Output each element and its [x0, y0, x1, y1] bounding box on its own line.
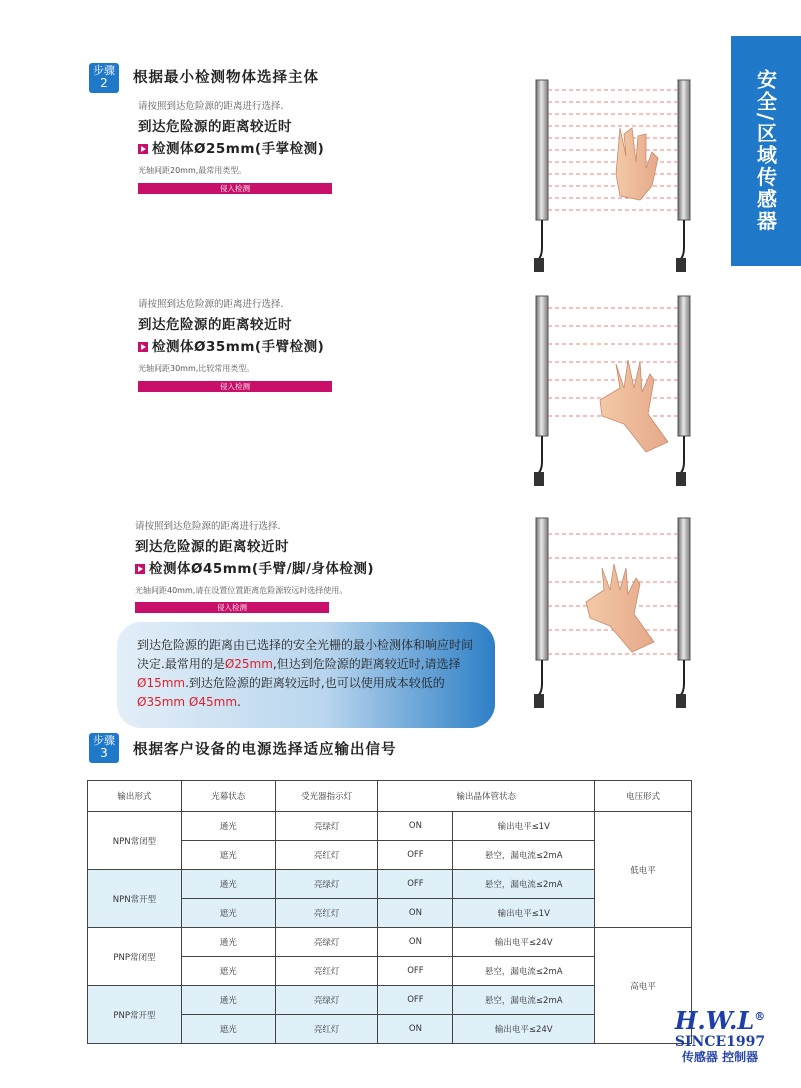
note-text-3: .到达危险源的距离较远时,也可以使用成本较低的 — [185, 676, 445, 690]
table-cell: 亮绿灯 — [275, 986, 378, 1015]
table-cell: 输出电平≤24V — [453, 928, 595, 957]
table-cell: 遮光 — [181, 899, 275, 928]
table-cell: 亮红灯 — [275, 1015, 378, 1044]
step-3-badge — [89, 733, 119, 763]
table-cell: 输出电平≤24V — [453, 1015, 595, 1044]
intrusion-detection-button[interactable]: 侵入检测 — [138, 183, 332, 194]
table-cell: ON — [378, 1015, 453, 1044]
table-cell: ON — [378, 899, 453, 928]
option-distance: 到达危险源的距离较近时 — [138, 119, 292, 135]
side-tab: 安全/区域传感器 — [731, 36, 801, 266]
table-cell: 遮光 — [181, 1015, 275, 1044]
table-cell: 输出电平≤1V — [453, 812, 595, 841]
option-note: 光轴间距20mm,最常用类型。 — [138, 166, 247, 175]
output-signal-table — [87, 780, 692, 1044]
output-type-cell: NPN常开型 — [88, 870, 182, 928]
table-cell: OFF — [378, 870, 453, 899]
table-cell: 悬空，漏电流≤2mA — [453, 986, 595, 1015]
option-intro: 请按照到达危险源的距离进行选择. — [138, 101, 284, 112]
output-type-cell: NPN常闭型 — [88, 812, 182, 870]
step-badge-number: 3 — [100, 746, 108, 760]
hwl-logo — [664, 1004, 776, 1065]
option-block-25mm — [138, 98, 338, 194]
voltage-cell-high: 高电平 — [595, 928, 692, 1044]
voltage-cell-low: 低电平 — [595, 812, 692, 928]
logo-since: SINCE1997 — [674, 1034, 766, 1050]
note-highlight-3: Ø35mm Ø45mm — [137, 695, 238, 709]
header-transistor-state: 输出晶体管状态 — [378, 781, 595, 812]
table-cell: 亮绿灯 — [275, 928, 378, 957]
option-object: 检测体Ø35mm(手臂检测) — [152, 339, 325, 355]
intrusion-detection-button[interactable]: 侵入检测 — [138, 381, 332, 392]
table-cell: OFF — [378, 957, 453, 986]
table-cell: 通光 — [181, 986, 275, 1015]
table-cell: 亮红灯 — [275, 841, 378, 870]
option-object: 检测体Ø45mm(手臂/脚/身体检测) — [149, 561, 375, 577]
step-badge-word: 步骤 — [93, 734, 115, 747]
table-cell: 通光 — [181, 928, 275, 957]
table-cell: 悬空，漏电流≤2mA — [453, 957, 595, 986]
note-highlight-1: Ø25mm — [224, 657, 273, 671]
header-output-type: 输出形式 — [88, 781, 182, 812]
table-cell: 遮光 — [181, 841, 275, 870]
table-header-row — [88, 781, 692, 812]
table-cell: 通光 — [181, 870, 275, 899]
registered-mark: ® — [754, 1010, 766, 1023]
selection-note-box — [117, 622, 495, 728]
table-cell: 悬空，漏电流≤2mA — [453, 870, 595, 899]
note-text-2: ,但达到危险源的距离较近时,请选择 — [272, 657, 461, 671]
note-text-1: 到达危险源的距离由已选择的安全光栅的最小检测体和响应时间决定.最常用的是 — [137, 638, 474, 671]
table-cell: 悬空，漏电流≤2mA — [453, 841, 595, 870]
output-type-cell: PNP常闭型 — [88, 928, 182, 986]
option-note: 光轴间距40mm,请在设置位置距离危险源较远时选择使用。 — [135, 586, 348, 595]
option-block-45mm — [135, 518, 435, 613]
intrusion-detection-button[interactable]: 侵入检测 — [135, 602, 329, 613]
option-intro: 请按照到达危险源的距离进行选择. — [138, 299, 284, 310]
table-cell: OFF — [378, 986, 453, 1015]
table-row — [88, 928, 692, 957]
logo-tagline: 传感器 控制器 — [681, 1050, 759, 1064]
table-cell: ON — [378, 928, 453, 957]
step-3-title: 根据客户设备的电源选择适应输出信号 — [133, 742, 397, 758]
triangle-icon — [138, 342, 148, 352]
light-curtain-illustration-2 — [528, 292, 700, 492]
option-object: 检测体Ø25mm(手掌检测) — [152, 141, 325, 157]
option-note: 光轴间距30mm,比较常用类型。 — [138, 364, 255, 373]
option-block-35mm — [138, 296, 338, 392]
option-distance: 到达危险源的距离较近时 — [135, 539, 289, 555]
output-type-cell: PNP常开型 — [88, 986, 182, 1044]
step-badge-number: 2 — [100, 76, 108, 90]
step-badge-word: 步骤 — [93, 64, 115, 77]
header-receiver-indicator: 受光器指示灯 — [275, 781, 378, 812]
table-cell: 亮绿灯 — [275, 870, 378, 899]
triangle-icon — [135, 564, 145, 574]
option-intro: 请按照到达危险源的距离进行选择. — [135, 521, 281, 532]
step-2-badge — [89, 63, 119, 93]
table-cell: 通光 — [181, 812, 275, 841]
header-curtain-state: 光幕状态 — [181, 781, 275, 812]
table-cell: 亮红灯 — [275, 899, 378, 928]
logo-name: H.W.L — [674, 1006, 755, 1035]
triangle-icon — [138, 144, 148, 154]
table-row — [88, 812, 692, 841]
table-cell: 遮光 — [181, 957, 275, 986]
table-cell: 输出电平≤1V — [453, 899, 595, 928]
note-highlight-2: Ø15mm — [137, 676, 186, 690]
table-cell: ON — [378, 812, 453, 841]
header-voltage-type: 电压形式 — [595, 781, 692, 812]
table-cell: OFF — [378, 841, 453, 870]
light-curtain-illustration-3 — [528, 514, 700, 714]
table-cell: 亮绿灯 — [275, 812, 378, 841]
note-text-4: . — [237, 695, 241, 709]
step-2-title: 根据最小检测物体选择主体 — [133, 70, 319, 86]
table-cell: 亮红灯 — [275, 957, 378, 986]
option-distance: 到达危险源的距离较近时 — [138, 317, 292, 333]
light-curtain-illustration-1 — [528, 78, 700, 278]
